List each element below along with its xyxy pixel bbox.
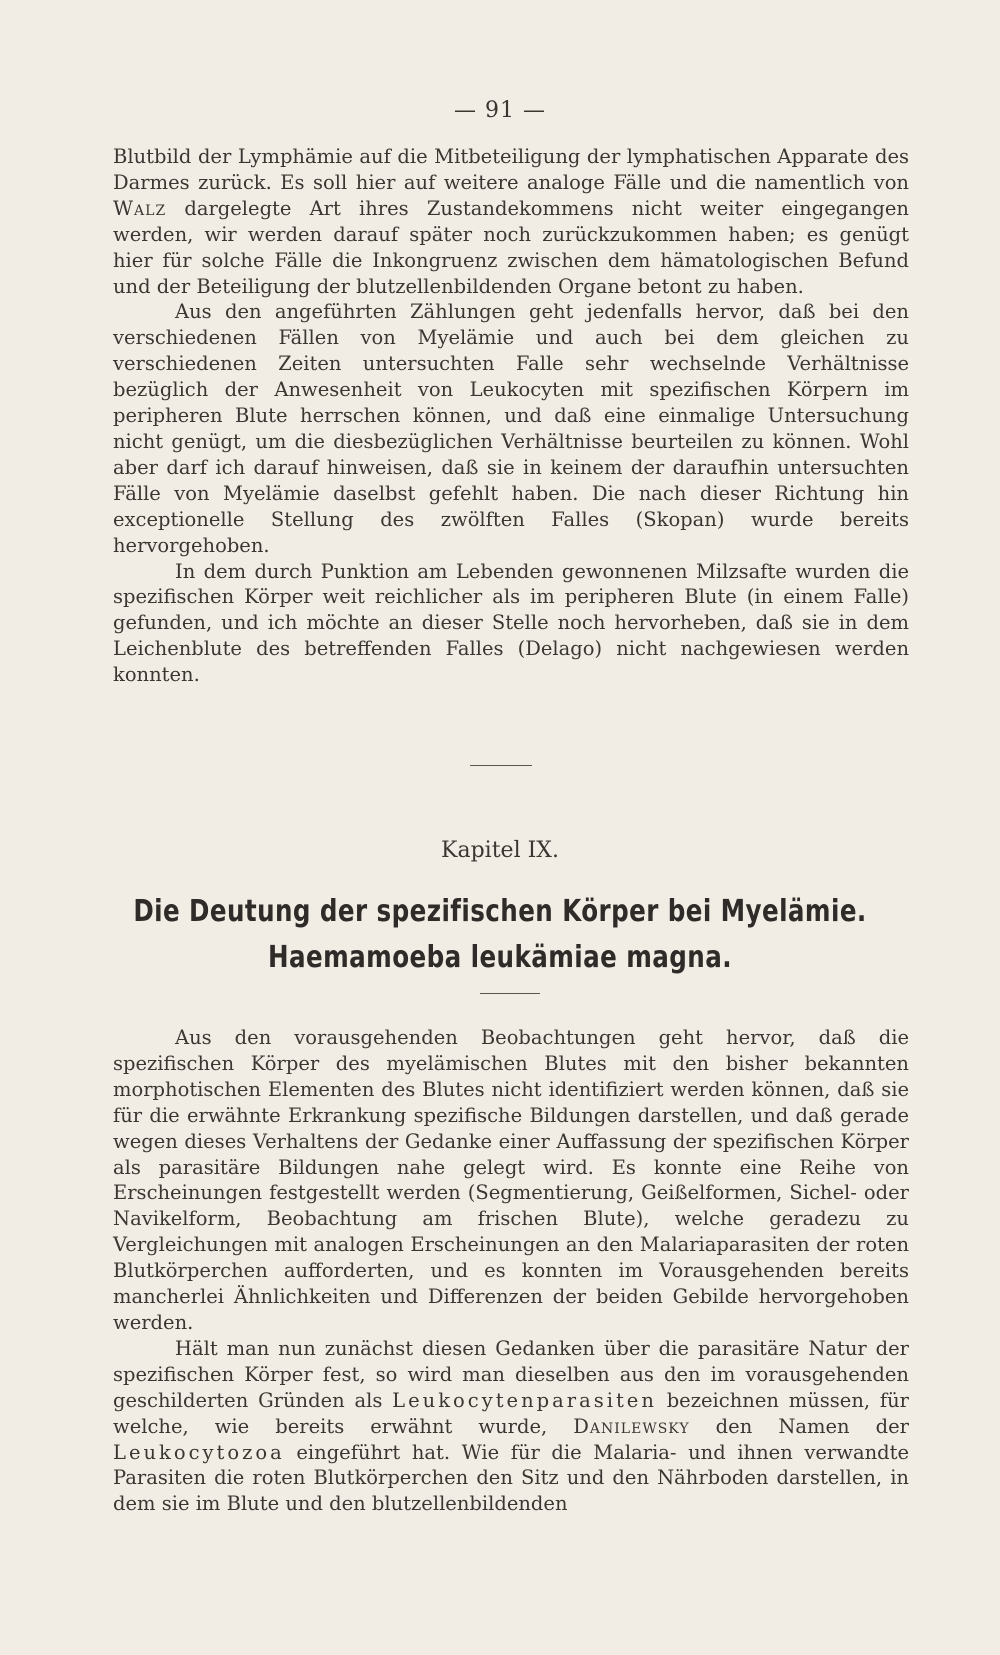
- paragraph-1-text-b: dargelegte Art ihres Zustandekommens nicht weiter eingegangen werden, wir werden darauf später noch zurückzukommen haben; es genügt hier für solche Fälle die Inkongruenz zwischen dem hämatologischen Befund und der Beteiligung der blutzellenbildenden Organe betont zu haben.: [113, 196, 909, 298]
- section-divider-bottom: [480, 993, 540, 994]
- page-number: — 91 —: [454, 98, 546, 123]
- term-leukocytozoa: Leukocytozoa: [113, 1440, 285, 1464]
- chapter-title-line-1: Die Deutung der spezifischen Körper bei Myelämie.: [133, 894, 867, 929]
- paragraph-2: Aus den angeführten Zählungen geht jedenfalls hervor, daß bei den verschiedenen Fällen von Myelämie und auch bei dem gleichen zu verschiedenen Zeiten untersuchten Falle sehr wechselnde Verhältnisse bezüglich der Anwesenheit von Leukocyten mit spezifischen Körpern im peripheren Blute herrschen können, und daß eine einmalige Untersuchung nicht genügt, um die diesbezüglichen Verhältnisse beurteilen zu können. Wohl aber darf ich darauf hinweisen, daß sie in keinem der daraufhin untersuchten Fälle von Myelämie daselbst gefehlt haben. Die nach dieser Richtung hin exceptionelle Stellung des zwölften Falles (Skopan) wurde bereits hervorgehoben.: [113, 300, 909, 557]
- text-block-top: [113, 144, 909, 688]
- author-walz: Walz: [113, 196, 167, 220]
- paragraph-4: Aus den vorausgehenden Beobachtungen geht hervor, daß die spezifischen Körper des myelämischen Blutes mit den bisher bekannten morphotischen Elementen des Blutes nicht identifiziert werden können, daß sie für die erwähnte Erkrankung spezifische Bildungen darstellen, und daß gerade wegen dieses Verhaltens der Gedanke einer Auffassung der spezifischen Körper als parasitäre Bildungen nahe gelegt wird. Es konnte eine Reihe von Erscheinungen festgestellt werden (Segmentierung, Geißelformen, Sichel- oder Navikelform, Beobachtung am frischen Blute), welche geradezu zu Vergleichungen mit analogen Erscheinungen an den Malariaparasiten der roten Blutkörperchen aufforderten, und es konnten im Vorausgehenden bereits mancherlei Ähnlichkeiten und Differenzen der beiden Gebilde hervorgehoben werden.: [113, 1026, 909, 1334]
- paragraph-5-text-d: eingeführt hat. Wie für die Malaria- und ihnen verwandte Parasiten die roten Blutkörperchen den Sitz und den Nährboden darstellen, in dem sie im Blute und den blutzellenbildenden: [113, 1440, 909, 1516]
- paragraph-3: In dem durch Punktion am Lebenden gewonnenen Milzsafte wurden die spezifischen Körper weit reichlicher als im peripheren Blute (in einem Falle) gefunden, und ich möchte an dieser Stelle noch hervorheben, daß sie in dem Leichenblute des betreffenden Falles (Delago) nicht nachgewiesen werden konnten.: [113, 559, 909, 687]
- paragraph-5-text-c: den Namen der: [689, 1414, 909, 1438]
- author-danilewsky: Danilewsky: [573, 1414, 690, 1438]
- term-leukocytenparasiten: Leukocytenparasiten: [392, 1388, 657, 1412]
- chapter-label: Kapitel IX.: [441, 838, 559, 863]
- chapter-title-line-2: Haemamoeba leukämiae magna.: [268, 940, 732, 975]
- paragraph-5: [113, 1336, 909, 1517]
- paragraph-1-text-a: Blutbild der Lymphämie auf die Mitbeteiligung der lymphatischen Apparate des Darmes zurück. Es soll hier auf weitere analoge Fälle und die namentlich von: [113, 145, 909, 194]
- paragraph-1: [113, 144, 909, 299]
- text-block-bottom: [113, 1025, 909, 1517]
- paragraph-5-text-a: Hält man nun zunächst diesen Gedanken über die parasitäre Natur der spezifischen Körper fest, so wird man dieselben aus den im vorausgehenden geschilderten Gründen als: [113, 1336, 909, 1412]
- paragraph-5-text-b: bezeichnen müssen, für welche, wie bereits erwähnt wurde,: [113, 1388, 909, 1438]
- section-divider-top: [470, 765, 532, 766]
